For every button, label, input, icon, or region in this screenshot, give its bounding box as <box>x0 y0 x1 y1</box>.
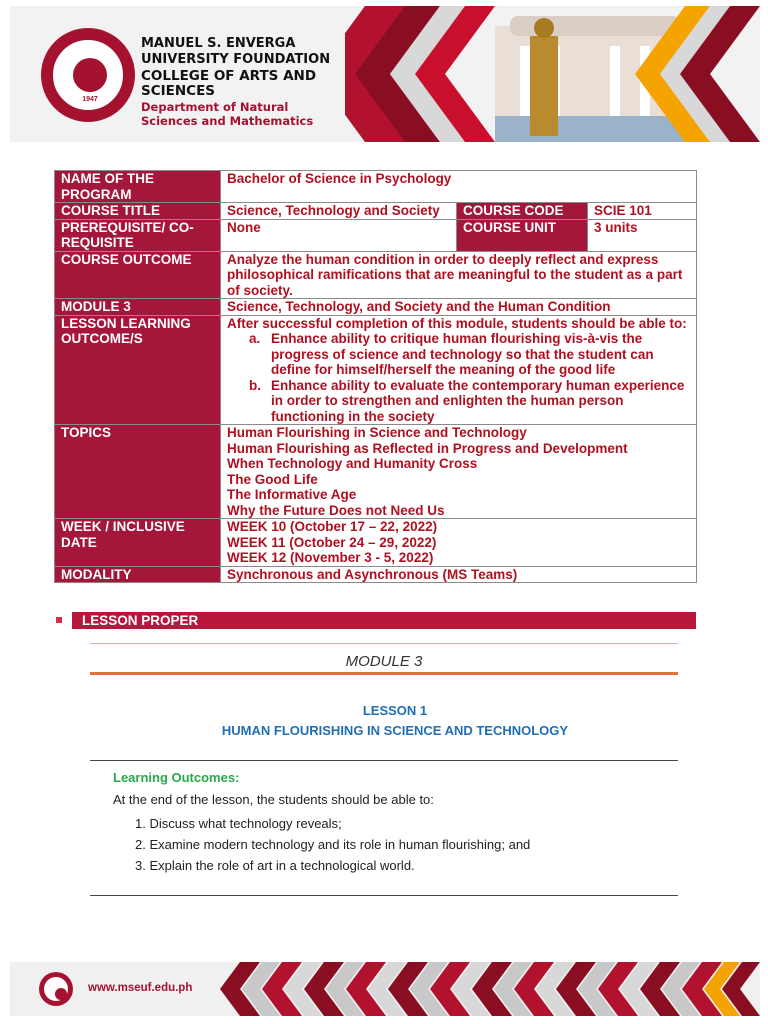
university-seal <box>41 28 135 122</box>
course-outcome-row <box>55 251 697 299</box>
course-outcome-label: COURSE OUTCOME <box>55 251 221 299</box>
lesson-outcomes-list <box>227 331 690 424</box>
course-title-row <box>55 203 697 220</box>
lesson-outcomes-intro: After successful completion of this module, students should be able to: <box>227 315 687 331</box>
divider <box>90 760 678 761</box>
prerequisite-row <box>55 219 697 251</box>
week-row <box>55 519 697 567</box>
website-link[interactable]: www.mseuf.edu.ph <box>88 982 193 994</box>
seal-year: 1947 <box>82 96 98 103</box>
topic-item: When Technology and Humanity Cross <box>227 456 478 471</box>
department-name: Department of Natural Sciences and Mathematics <box>141 100 314 128</box>
week-value <box>221 519 697 567</box>
modality-value: Synchronous and Asynchronous (MS Teams) <box>221 566 697 583</box>
university-header <box>10 6 760 142</box>
university-name: MANUEL S. ENVERGA UNIVERSITY FOUNDATION <box>141 36 331 67</box>
divider <box>90 643 678 644</box>
course-title-value: Science, Technology and Society <box>221 203 457 220</box>
list-item: 2. Examine modern technology and its role in human flourishing; and <box>135 837 531 852</box>
course-code-label: COURSE CODE <box>457 203 588 220</box>
list-item: 1. Discuss what technology reveals; <box>135 816 342 831</box>
lesson-outcomes-value <box>221 315 697 425</box>
program-value: Bachelor of Science in Psychology <box>221 171 697 203</box>
module-title: MODULE 3 <box>345 653 423 670</box>
week-item: WEEK 11 (October 24 – 29, 2022) <box>227 534 437 550</box>
week-item: WEEK 10 (October 17 – 22, 2022) <box>227 519 438 534</box>
week-item: WEEK 12 (November 3 - 5, 2022) <box>227 550 434 565</box>
program-row <box>55 171 697 203</box>
university-seal-small <box>39 972 73 1006</box>
prerequisite-value: None <box>221 219 457 251</box>
footer-banner-graphic <box>200 962 760 1016</box>
lesson-number: LESSON 1 <box>362 703 428 718</box>
topic-item: Human Flourishing in Science and Technology <box>227 425 527 440</box>
prerequisite-label: PREREQUISITE/ CO-REQUISITE <box>55 219 221 251</box>
lesson-proper-heading: LESSON PROPER <box>72 612 696 629</box>
modality-row <box>55 566 697 583</box>
week-label: WEEK / INCLUSIVE DATE <box>55 519 221 567</box>
course-unit-label: COURSE UNIT <box>457 219 588 251</box>
header-banner-graphic <box>345 6 760 142</box>
course-title-label: COURSE TITLE <box>55 203 221 220</box>
lesson-outcomes-row <box>55 315 697 425</box>
program-label: NAME OF THE PROGRAM <box>55 171 221 203</box>
learning-outcomes-intro: At the end of the lesson, the students should be able to: <box>113 792 434 807</box>
topic-item: Why the Future Does not Need Us <box>227 502 445 518</box>
module-value: Science, Technology, and Society and the Human Condition <box>221 299 697 316</box>
topics-value <box>221 425 697 519</box>
topic-item: The Good Life <box>227 471 318 487</box>
course-unit-value: 3 units <box>588 219 697 251</box>
divider <box>90 895 678 896</box>
lesson-outcomes-label: LESSON LEARNING OUTCOME/S <box>55 315 221 425</box>
list-item: 3. Explain the role of art in a technological world. <box>135 858 415 873</box>
module-row <box>55 299 697 316</box>
divider <box>90 672 678 675</box>
page-footer <box>10 962 760 1016</box>
topics-row <box>55 425 697 519</box>
module-label: MODULE 3 <box>55 299 221 316</box>
topics-label: TOPICS <box>55 425 221 519</box>
college-name: COLLEGE OF ARTS AND SCIENCES <box>141 68 317 99</box>
course-info-table <box>54 170 697 583</box>
list-item: b. Enhance ability to evaluate the contemporary human experience in order to strengthen and enlighten the human person functioning in the society <box>249 377 685 424</box>
lesson-title: HUMAN FLOURISHING IN SCIENCE AND TECHNOLOGY <box>221 723 569 738</box>
learning-outcomes-list <box>135 813 530 876</box>
bullet-icon <box>56 617 62 623</box>
course-outcome-value: Analyze the human condition in order to deeply reflect and express philosophical ramifications that are meaningful to the student as a part of society. <box>221 251 697 299</box>
course-code-value: SCIE 101 <box>588 203 697 220</box>
modality-label: MODALITY <box>55 566 221 583</box>
topic-item: Human Flourishing as Reflected in Progress and Development <box>227 440 628 456</box>
learning-outcomes-heading: Learning Outcomes: <box>113 770 240 785</box>
list-item: a. Enhance ability to critique human flourishing vis-à-vis the progress of science and technology so that the student can define for himself/herself the meaning of the good life <box>249 331 654 377</box>
topic-item: The Informative Age <box>227 487 357 502</box>
